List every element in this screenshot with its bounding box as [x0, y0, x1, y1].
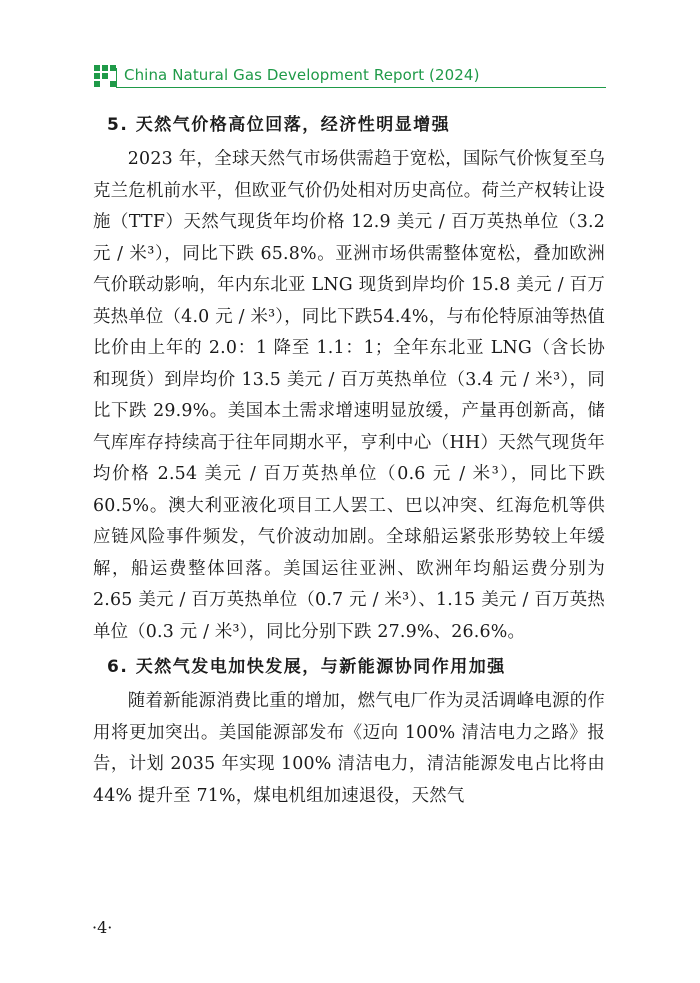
green-pixel-logo-icon [94, 65, 116, 87]
page-content [93, 112, 605, 818]
section-heading-price: 5. 天然气价格高位回落，经济性明显增强 [107, 115, 451, 135]
page-number: ·4· [92, 918, 113, 937]
header-rule [116, 87, 606, 88]
section-paragraph-power: 随着新能源消费比重的增加，燃气电厂作为灵活调峰电源的作用将更加突出。美国能源部发布《迈向 100% 清洁电力之路》报告，计划 2035 年实现 100% 清洁电力，清洁能源发电占比将由 44% 提升至 71%，煤电机组加速退役，天然气 [93, 691, 605, 806]
section-heading-power: 6. 天然气发电加快发展，与新能源协同作用加强 [107, 657, 506, 677]
running-header [94, 64, 606, 90]
section-paragraph-price: 2023 年，全球天然气市场供需趋于宽松，国际气价恢复至乌克兰危机前水平，但欧亚气价仍处相对历史高位。荷兰产权转让设施（TTF）天然气现货年均价格 12.9 美元 / 百万英热单位（3.2 元 / 米³），同比下跌 65.8%。亚洲市场供需整体宽松，叠加欧洲气价联动影响，年内东北亚 LNG 现货到岸均价 15.8 美元 / 百万英热单位（4.0 元 / 米³），同比下跌54.4%，与布伦特原油等热值比价由上年的 2.0：1 降至 1.1：1；全年东北亚 LNG（含长协和现货）到岸均价 13.5 美元 / 百万英热单位（3.4 元 / 米³），同比下跌 29.9%。美国本土需求增速明显放缓，产量再创新高，储气库库存持续高于往年同期水平，亨利中心（HH）天然气现货年均价格 2.54 美元 / 百万英热单位（0.6 元 / 米³），同比下跌 60.5%。澳大利亚液化项目工人罢工、巴以冲突、红海危机等供应链风险事件频发，气价波动加剧。全球船运紧张形势较上年缓解，船运费整体回落。美国运往亚洲、欧洲年均船运费分别为 2.65 美元 / 百万英热单位（0.7 元 / 米³）、1.15 美元 / 百万英热单位（0.3 元 / 米³），同比分别下跌 27.9%、26.6%。 [93, 149, 605, 642]
header-title: China Natural Gas Development Report (2024) [124, 66, 480, 84]
